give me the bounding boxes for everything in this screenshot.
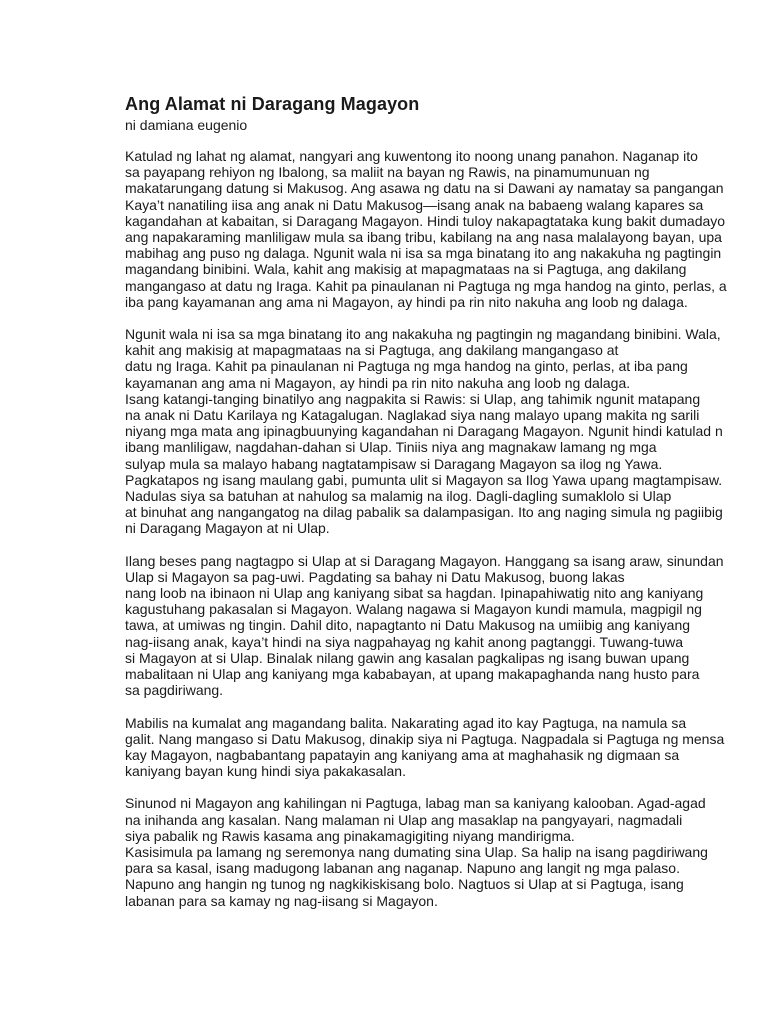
paragraph-line: mabalitaan ni Ulap ang kaniyang mga kababayan, at upang makapaghanda nang husto para	[125, 666, 700, 683]
paragraph-line: mangangaso at datu ng Iraga. Kahit pa pinaulanan ni Pagtuga ng mga handog na ginto, perlas, a	[125, 277, 727, 294]
paragraph-line: Ulap si Magayon sa pag-uwi. Pagdating sa bahay ni Datu Makusog, buong lakas	[125, 568, 625, 585]
paragraph-line: na anak ni Datu Karilaya ng Katagalugan. Naglakad siya nang malayo upang makita ng sarili	[125, 407, 700, 424]
paragraph-line: labanan para sa kamay ng nag-iisang si Magayon.	[125, 892, 438, 909]
paragraph-line: Ngunit wala ni isa sa mga binatang ito ang nakakuha ng pagtingin ng magandang binibini. Wala,	[125, 326, 721, 343]
paragraph-line: na inihanda ang kasalan. Nang malaman ni Ulap ang masaklap na pangyayari, nagmadali	[125, 811, 683, 828]
paragraph-line: sa pagdiriwang.	[125, 682, 224, 699]
paragraph	[125, 148, 768, 310]
paragraph-line: Ilang beses pang nagtagpo si Ulap at si Daragang Magayon. Hanggang sa isang araw, sinundan	[125, 552, 724, 569]
paragraph-line: Kaya’t nanatiling iisa ang anak ni Datu Makusog—isang anak na babaeng walang kapares sa	[125, 196, 704, 213]
paragraph-line: magandang binibini. Wala, kahit ang makisig at mapagmataas na si Pagtuga, ang dakilang	[125, 261, 687, 278]
paragraph-line: siya pabalik ng Rawis kasama ang pinakamagigiting niyang mandirigma.	[125, 827, 575, 844]
paragraph-line: nag-iisang anak, kaya’t hindi na siya nagpahayag ng kahit anong pagtanggi. Tuwang-tuwa	[125, 633, 684, 650]
document-author: ni damiana eugenio	[125, 117, 248, 133]
paragraph-line: Napuno ang hangin ng tunog ng nagkikiskisang bolo. Nagtuos si Ulap at si Pagtuga, isang	[125, 876, 684, 893]
paragraph	[125, 715, 768, 780]
paragraph-line: Isang katangi-tanging binatilyo ang nagpakita si Rawis: si Ulap, ang tahimik ngunit matapang	[125, 390, 701, 407]
paragraph-line: niyang mga mata ang ipinagbuunying kagandahan ni Daragang Magayon. Ngunit hindi katulad n	[125, 423, 723, 440]
paragraph-line: Nadulas siya sa batuhan at nahulog sa malamig na ilog. Dagli-dagling sumaklolo si Ulap	[125, 488, 672, 505]
paragraph-line: kahit ang makisig at mapagmataas na si Pagtuga, ang dakilang mangangaso at	[125, 342, 619, 359]
paragraph-line: ibang manliligaw, nagdahan-dahan si Ulap. Tiniis niya ang magnakaw lamang ng mga	[125, 439, 657, 456]
paragraph-line: kayamanan ang ama ni Magayon, ay hindi pa rin nito nakuha ang loob ng dalaga.	[125, 374, 631, 391]
paragraph-line: Pagkatapos ng isang maulang gabi, pumunta ulit si Magayon sa Ilog Yawa upang magtampisaw.	[125, 471, 723, 488]
paragraph-line: makatarungang datung si Makusog. Ang asawa ng datu na si Dawani ay namatay sa pangangan	[125, 180, 724, 197]
paragraph-line: Sinunod ni Magayon ang kahilingan ni Pagtuga, labag man sa kaniyang kalooban. Agad-agad	[125, 795, 706, 812]
paragraph-line: iba pang kayamanan ang ama ni Magayon, ay hindi pa rin nito nakuha ang loob ng dalaga.	[125, 293, 688, 310]
paragraph-line: nang loob na ibinaon ni Ulap ang kaniyang sibat sa hagdan. Ipinapahiwatig nito ang kaniyang	[125, 585, 704, 602]
paragraph-line: tawa, at umiwas ng tingin. Dahil dito, napagtanto ni Datu Makusog na umiibig ang kaniyang	[125, 617, 691, 634]
paragraph-line: Kasisimula pa lamang ng seremonya nang dumating sina Ulap. Sa halip na isang pagdiriwang	[125, 843, 708, 860]
paragraph	[125, 326, 768, 537]
paragraph-line: at binuhat ang nangangatog na dilag pabalik sa dalampasigan. Ito ang naging simula ng pagiibig	[125, 504, 723, 521]
document-title: Ang Alamat ni Daragang Magayon	[125, 94, 420, 114]
paragraph-line: kaniyang bayan kung hindi siya pakakasalan.	[125, 763, 406, 780]
paragraph-line: sa payapang rehiyon ng Ibalong, sa maliit na bayan ng Rawis, na pinamumunuan ng	[125, 164, 650, 181]
paragraph	[125, 553, 768, 699]
document-body	[125, 148, 768, 925]
paragraph-line: para sa kasal, isang madugong labanan ang naganap. Napuno ang langit ng mga palaso.	[125, 860, 680, 877]
paragraph-line: kagandahan at kabaitan, si Daragang Magayon. Hindi tuloy nakapagtataka kung bakit dumadayo	[125, 212, 726, 229]
paragraph-line: kagustuhang pakasalan si Magayon. Walang nagawa si Magayon kundi mamula, magpigil ng	[125, 601, 702, 618]
paragraph-line: sulyap mula sa malayo habang nagtatampisaw si Daragang Magayon sa ilog ng Yawa.	[125, 455, 663, 472]
paragraph-line: si Magayon at si Ulap. Binalak nilang gawin ang kasalan pagkalipas ng isang buwan upang	[125, 649, 690, 666]
paragraph-line: datu ng Iraga. Kahit pa pinaulanan ni Pagtuga ng mga handog na ginto, perlas, at iba pang	[125, 358, 688, 375]
paragraph-line: kay Magayon, nagbabantang papatayin ang kaniyang ama at maghahasik ng digmaan sa	[125, 746, 680, 763]
paragraph-line: Katulad ng lahat ng alamat, nangyari ang kuwentong ito noong unang panahon. Naganap ito	[125, 148, 698, 164]
paragraph	[125, 795, 768, 908]
paragraph-line: mabihag ang puso ng dalaga. Ngunit wala ni isa sa mga binatang ito ang nakakuha ng pagtingin	[125, 245, 722, 262]
paragraph-line: ni Daragang Magayon at ni Ulap.	[125, 520, 330, 537]
paragraph-line: Mabilis na kumalat ang magandang balita. Nakarating agad ito kay Pagtuga, na namula sa	[125, 714, 687, 731]
paragraph-line: galit. Nang mangaso si Datu Makusog, dinakip siya ni Pagtuga. Nagpadala si Pagtuga ng mensa	[125, 730, 725, 747]
paragraph-line: ang napakaraming manliligaw mula sa ibang tribu, kabilang na ang nasa malalayong bayan, upa	[125, 229, 722, 246]
